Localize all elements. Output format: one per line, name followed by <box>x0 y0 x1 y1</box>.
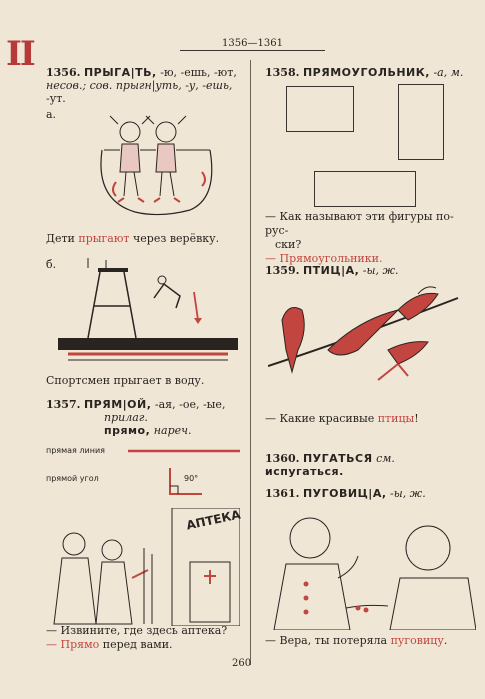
caption-1359: — Какие красивые птицы! <box>265 412 419 425</box>
caption-1361: — Вера, ты потеряла пуговицу. <box>265 634 448 647</box>
straight-line-label: прямая линия <box>46 446 105 455</box>
button-women-illustration <box>266 508 476 630</box>
caption-1357: — Извините, где здесь аптека? — Прямо перед вами. <box>46 624 228 651</box>
headword: ПУГАТЬСЯ <box>302 452 373 465</box>
header-rule <box>180 50 325 51</box>
diver-platform-illustration <box>58 258 238 366</box>
girls-jumping-rope-illustration <box>90 110 225 220</box>
rectangle-3 <box>314 171 416 207</box>
section-mark: II <box>6 34 34 74</box>
caption-1356b: Спортсмен прыгает в воду. <box>46 374 205 387</box>
label-a: а. <box>46 108 57 121</box>
straight-line-sample <box>128 448 240 454</box>
entry-1359: 1359. ПТИЦ|А, -ы, ж. <box>265 264 399 277</box>
entry-1358: 1358. ПРЯМОУГОЛЬНИК, -а, м. <box>265 66 464 79</box>
headword: ПРЫГА|ТЬ, <box>83 66 157 79</box>
birds-illustration <box>268 280 468 400</box>
entry-1360: 1360. ПУГАТЬСЯ см. испугаться. <box>265 452 395 478</box>
page-number: 260 <box>232 658 252 669</box>
headword: ПТИЦ|А, <box>302 264 360 277</box>
rectangle-2 <box>398 84 444 160</box>
right-angle-label: прямой угол <box>46 474 99 483</box>
headword: ПРЯМОУГОЛЬНИК, <box>302 66 430 79</box>
pharmacy-sign: АПТЕКА <box>185 507 242 533</box>
headword: ПРЯМ|ОЙ, <box>83 398 152 411</box>
headword: ПУГОВИЦ|А, <box>302 487 387 500</box>
entry-1356: 1356. ПРЫГА|ТЬ, -ю, -ешь, -ют, несов.; сов. прыгн|уть, -у, -ешь, -ут. <box>46 66 237 105</box>
caption-1358: — Как называют эти фигуры по-рус- ски? — Прямоугольники. <box>265 210 454 265</box>
rectangle-1 <box>286 86 354 132</box>
page-range: 1356—1361 <box>222 38 283 49</box>
column-divider <box>250 60 251 665</box>
label-b: б. <box>46 258 57 271</box>
entry-1361: 1361. ПУГОВИЦ|А, -ы, ж. <box>265 487 426 500</box>
caption-1356a: Дети прыгают через верёвку. <box>46 232 220 245</box>
angle-value: 90° <box>184 474 199 483</box>
entry-1357: 1357. ПРЯМ|ОЙ, -ая, -ое, -ые, прилаг. прямо, нареч. <box>46 398 226 437</box>
